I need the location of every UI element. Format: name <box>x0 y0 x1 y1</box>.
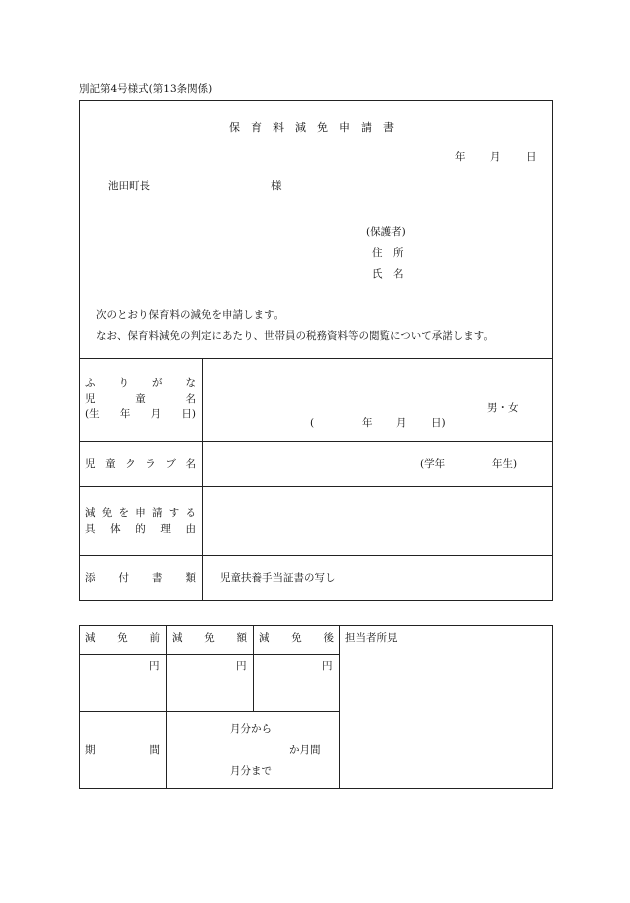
addressee-honorific: 様 <box>271 180 282 192</box>
child-birth-open: ( <box>310 417 315 429</box>
club-grade-prefix: (学年 <box>420 458 446 470</box>
office-period-divider <box>79 711 339 712</box>
form-label: 別記第4号様式(第13条関係) <box>79 83 213 95</box>
office-after-yen: 円 <box>322 660 333 672</box>
statement-line-1: 次のとおり保育料の減免を申請します。 <box>96 309 285 321</box>
applicant-guardian-label: (保護者) <box>366 226 406 238</box>
child-birth-year: 年 <box>362 417 373 429</box>
office-column-divider <box>253 625 254 711</box>
label-column-divider <box>202 358 203 601</box>
office-notes-label: 担当者所見 <box>345 632 398 644</box>
child-sex-choice: 男・女 <box>487 402 519 414</box>
row-divider <box>79 441 553 442</box>
office-period-label: 期 間 <box>85 744 160 756</box>
office-before-header: 減 免 前 <box>85 632 160 644</box>
child-birth-day: 日) <box>431 417 446 429</box>
form-title: 保育料減免申請書 <box>229 121 405 134</box>
statement-line-2: なお、保育料減免の判定にあたり、世帯員の税務資料等の閲覧について承諾します。 <box>96 330 494 342</box>
attachment-label: 添 付 書 類 <box>85 572 196 584</box>
office-amount-yen: 円 <box>236 660 247 672</box>
reason-label-line-2: 具 体 的 理 由 <box>85 523 196 535</box>
applicant-name-label: 氏 名 <box>372 268 404 280</box>
row-divider <box>79 486 553 487</box>
office-amount-header: 減 免 額 <box>172 632 247 644</box>
office-period-until: 月分まで <box>230 765 272 777</box>
club-name-label: 児 童 ク ラ ブ 名 <box>85 458 196 470</box>
office-period-months: か月間 <box>289 744 321 756</box>
office-header-divider <box>79 654 339 655</box>
office-column-divider <box>166 625 167 789</box>
applicant-address-label: 住 所 <box>372 247 404 259</box>
reason-label-line-1: 減 免 を 申 請 す る <box>85 507 196 519</box>
office-period-from: 月分から <box>230 723 272 735</box>
date-year: 年 <box>455 151 466 163</box>
date-month: 月 <box>490 151 501 163</box>
office-after-header: 減 免 後 <box>259 632 334 644</box>
addressee-name: 池田町長 <box>108 180 150 192</box>
child-furigana-label: ふ り が な <box>85 377 196 389</box>
child-name-label: 児 童 名 <box>85 393 196 405</box>
row-divider <box>79 358 553 359</box>
office-before-yen: 円 <box>149 660 160 672</box>
child-birthdate-label: (生 年 月 日) <box>85 408 196 420</box>
child-birth-month: 月 <box>396 417 407 429</box>
date-day: 日 <box>526 151 537 163</box>
attachment-value: 児童扶養手当証書の写し <box>220 572 336 584</box>
office-notes-divider <box>339 625 340 789</box>
row-divider <box>79 555 553 556</box>
office-use-table <box>79 625 553 789</box>
club-grade-suffix: 年生) <box>492 458 518 470</box>
